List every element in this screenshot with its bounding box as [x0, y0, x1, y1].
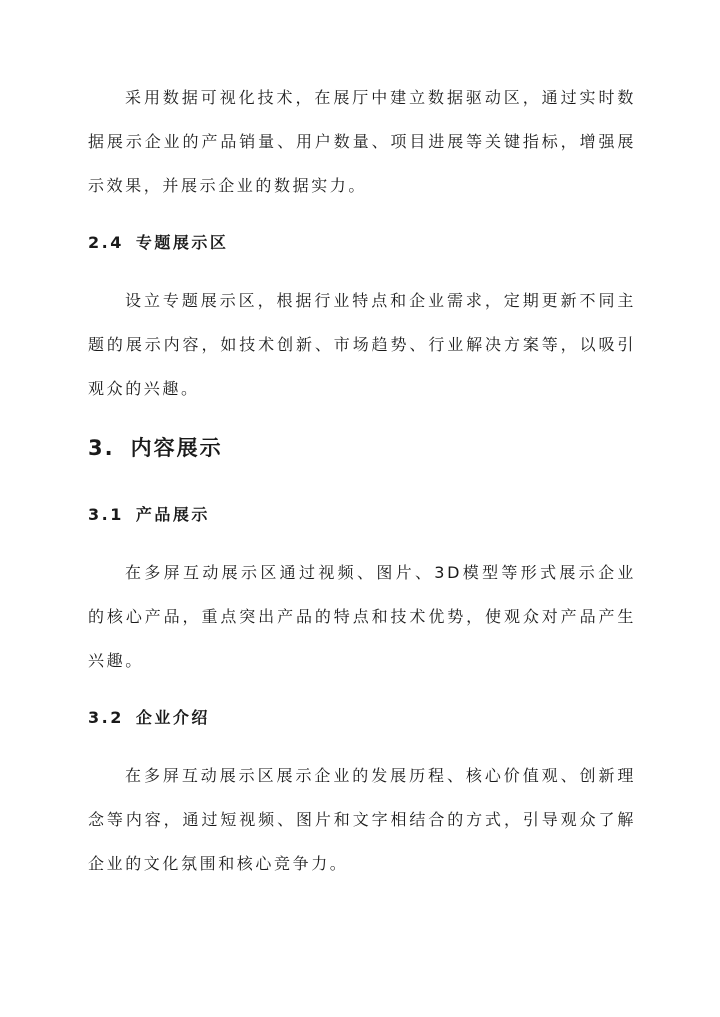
chapter-heading-3 [88, 433, 223, 463]
section-title: 企业介绍 [135, 708, 210, 727]
chapter-title: 内容展示 [130, 436, 223, 460]
section-title: 产品展示 [135, 505, 210, 524]
section-number: 3.1 [88, 505, 124, 524]
section-title: 专题展示区 [135, 233, 229, 252]
paragraph-topic-zone: 设立专题展示区，根据行业特点和企业需求，定期更新不同主题的展示内容，如技术创新、市场趋势、行业解决方案等，以吸引观众的兴趣。 [88, 291, 636, 398]
section-number: 3.2 [88, 708, 124, 727]
paragraph-data-driven-zone: 采用数据可视化技术，在展厅中建立数据驱动区，通过实时数据展示企业的产品销量、用户数量、项目进展等关键指标，增强展示效果，并展示企业的数据实力。 [88, 88, 636, 195]
section-heading-3-2 [88, 706, 210, 730]
paragraph-company-intro: 在多屏互动展示区展示企业的发展历程、核心价值观、创新理念等内容，通过短视频、图片和文字相结合的方式，引导观众了解企业的文化氛围和核心竞争力。 [88, 766, 636, 873]
chapter-number: 3. [88, 436, 115, 460]
section-heading-3-1 [88, 503, 210, 527]
section-number: 2.4 [88, 233, 124, 252]
paragraph-product-display: 在多屏互动展示区通过视频、图片、3D模型等形式展示企业的核心产品，重点突出产品的特点和技术优势，使观众对产品产生兴趣。 [88, 563, 636, 670]
section-heading-2-4 [88, 231, 228, 255]
